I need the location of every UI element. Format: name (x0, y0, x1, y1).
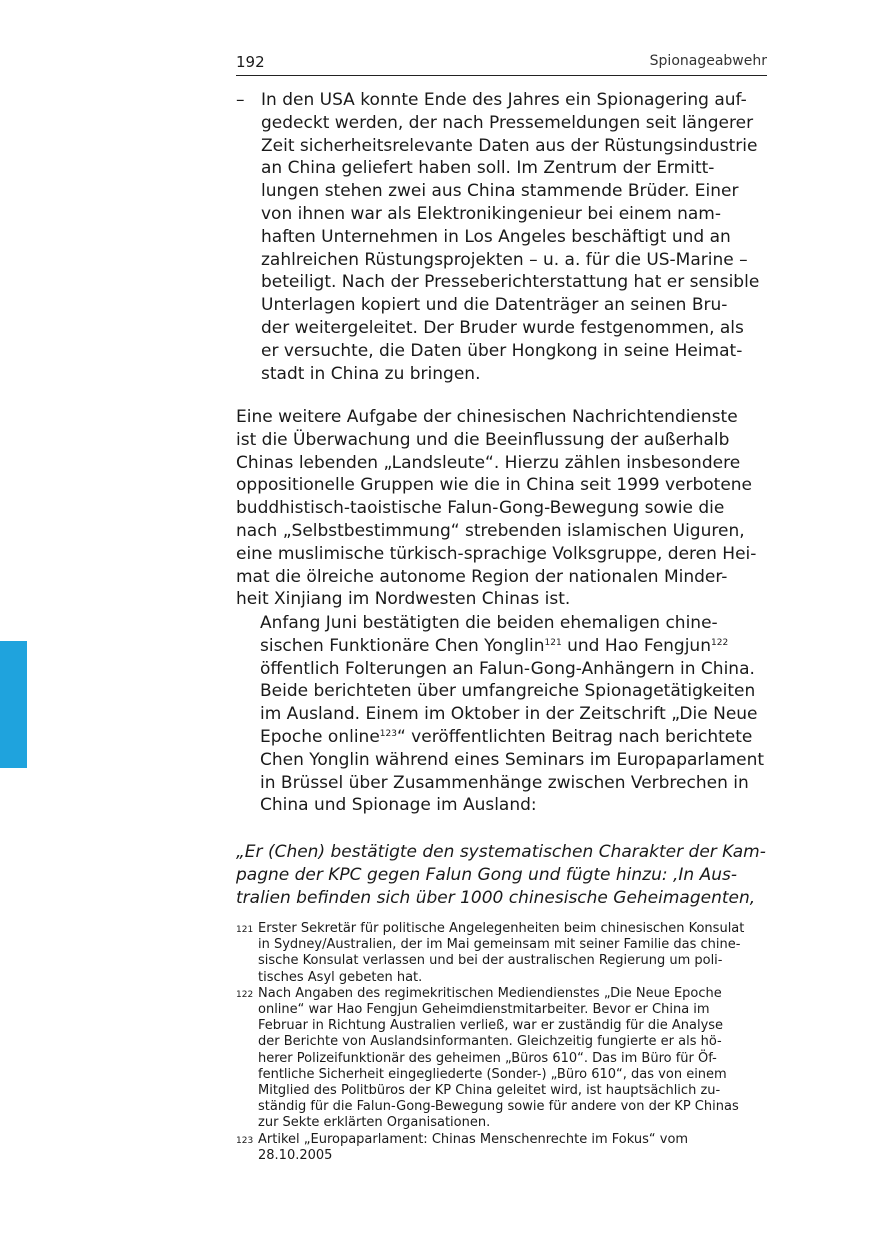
text-line: Unterlagen kopiert und die Datenträger an seinen Bru- (261, 295, 728, 316)
footnote-line: sische Konsulat verlassen und bei der australischen Regierung um poli- (258, 953, 723, 969)
text-fragment: sischen Funktionäre Chen Yonglin (260, 635, 545, 656)
footnote-line: 28.10.2005 (258, 1147, 333, 1163)
text-line: beteiligt. Nach der Presseberichterstattung hat er sensible (261, 272, 760, 293)
footnote-line: herer Polizeifunktionär des geheimen „Büros 610“. Das im Büro für Öf- (258, 1050, 717, 1066)
text-line: an China geliefert haben soll. Im Zentrum der Ermitt- (261, 158, 715, 179)
text-line: tralien befinden sich über 1000 chinesische Geheimagenten, (236, 887, 756, 908)
text-line: Chinas lebenden „Landsleute“. Hierzu zählen insbesondere (236, 452, 741, 473)
text-line: In den USA konnte Ende des Jahres ein Spionagering auf- (261, 90, 747, 110)
paragraph-2 (236, 612, 767, 817)
footnote-line: Mitglied des Politbüros der KP China geleitet wird, ist hauptsächlich zu- (258, 1083, 721, 1099)
text-line: stadt in China zu bringen. (261, 363, 481, 384)
page-number: 192 (236, 53, 265, 71)
text-line: pagne der KPC gegen Falun Gong und fügte hinzu: ‚In Aus- (236, 864, 737, 885)
text-fragment: Epoche online (260, 726, 380, 747)
text-line: öffentlich Folterungen an Falun-Gong-Anhängern in China. (260, 658, 755, 679)
footnote-number: 123 (236, 1135, 254, 1146)
text-fragment: und Hao Fengjun (561, 635, 711, 656)
paragraph-1 (236, 406, 767, 611)
bullet-text (261, 89, 767, 385)
text-line: von ihnen war als Elektronikingenieur bei einem nam- (261, 203, 721, 224)
footnote-line: ständig für die Falun-Gong-Bewegung sowie für andere von der KP Chinas (258, 1099, 739, 1115)
block-quote (236, 841, 767, 909)
text-line: „Er (Chen) bestätigte den systematischen Charakter der Kam- (236, 842, 766, 862)
footnote-line: fentliche Sicherheit eingegliederte (Sonder-) „Büro 610“, das von einem (258, 1066, 727, 1082)
text-line: buddhistisch-taoistische Falun-Gong-Bewegung sowie die (236, 498, 725, 519)
footnote-line: tisches Asyl gebeten hat. (258, 969, 423, 985)
text-line: er versuchte, die Daten über Hongkong in seine Heimat- (261, 340, 743, 361)
footnote-number: 121 (236, 925, 254, 935)
footnote-line: online“ war Hao Fengjun Geheimdienstmitarbeiter. Bevor er China im (258, 1002, 710, 1018)
footnote-line: Artikel „Europaparlament: Chinas Menschenrechte im Fokus“ vom (258, 1131, 689, 1147)
text-line: oppositionelle Gruppen wie die in China seit 1999 verbotene (236, 475, 753, 496)
footnote-line: der Berichte von Auslandsinformanten. Gleichzeitig fungierte er als hö- (258, 1034, 722, 1050)
text-line: China und Spionage im Ausland: (260, 795, 537, 816)
text-line: nach „Selbstbestimmung“ strebenden islamischen Uiguren, (236, 520, 745, 541)
footnote-line: Nach Angaben des regimekritischen Mediendienstes „Die Neue Epoche (258, 985, 722, 1001)
text-line: Chen Yonglin während eines Seminars im Europaparlament (260, 749, 765, 770)
footnote-ref-123: 123 (379, 728, 397, 739)
text-line: zahlreichen Rüstungsprojekten – u. a. für die US-Marine – (261, 249, 748, 270)
footnote-line: in Sydney/Australien, der im Mai gemeinsam mit seiner Familie das chine- (258, 937, 741, 953)
text-line: eine muslimische türkisch-sprachige Volksgruppe, deren Hei- (236, 543, 757, 564)
text-line: im Ausland. Einem im Oktober in der Zeitschrift „Die Neue (260, 704, 758, 725)
chapter-tab-marker (0, 641, 27, 768)
text-fragment: “ veröffentlichten Beitrag nach berichtete (396, 726, 753, 747)
running-title: Spionageabwehr (649, 53, 767, 69)
footnote-line: Erster Sekretär für politische Angelegenheiten beim chinesischen Konsulat (258, 921, 745, 936)
footnote-123 (236, 1132, 767, 1164)
text-line: in Brüssel über Zusammenhänge zwischen Verbrechen in (260, 772, 749, 793)
bullet-dash: – (236, 90, 245, 110)
footnote-ref-122: 122 (711, 637, 729, 648)
text-line: Zeit sicherheitsrelevante Daten aus der Rüstungsindustrie (261, 135, 758, 156)
footnote-121 (236, 921, 767, 986)
text-line: Anfang Juni bestätigten die beiden ehemaligen chine- (260, 613, 718, 633)
text-line: lungen stehen zwei aus China stammende Brüder. Einer (261, 181, 739, 202)
text-line: gedeckt werden, der nach Pressemeldungen seit längerer (261, 112, 754, 133)
text-line: heit Xinjiang im Nordwesten Chinas ist. (236, 589, 571, 610)
bullet-item (236, 89, 767, 385)
text-line: Eine weitere Aufgabe der chinesischen Nachrichtendienste (236, 407, 738, 427)
text-line: ist die Überwachung und die Beeinflussung der außerhalb (236, 429, 730, 450)
text-line: haften Unternehmen in Los Angeles beschäftigt und an (261, 226, 731, 247)
text-line: Beide berichteten über umfangreiche Spionagetätigkeiten (260, 681, 756, 702)
footnote-number: 122 (236, 989, 254, 1000)
footnote-ref-121: 121 (544, 637, 562, 648)
footnote-line: Februar in Richtung Australien verließ, war er zuständig für die Analyse (258, 1018, 724, 1034)
footnote-122 (236, 986, 767, 1132)
text-line (236, 726, 767, 749)
footnote-line: zur Sekte erklärten Organisationen. (258, 1115, 491, 1131)
footnotes (236, 921, 767, 1164)
text-line: der weitergeleitet. Der Bruder wurde festgenommen, als (261, 317, 744, 338)
text-line (236, 635, 767, 658)
text-line: mat die ölreiche autonome Region der nationalen Minder- (236, 566, 728, 587)
page-header (236, 53, 767, 76)
